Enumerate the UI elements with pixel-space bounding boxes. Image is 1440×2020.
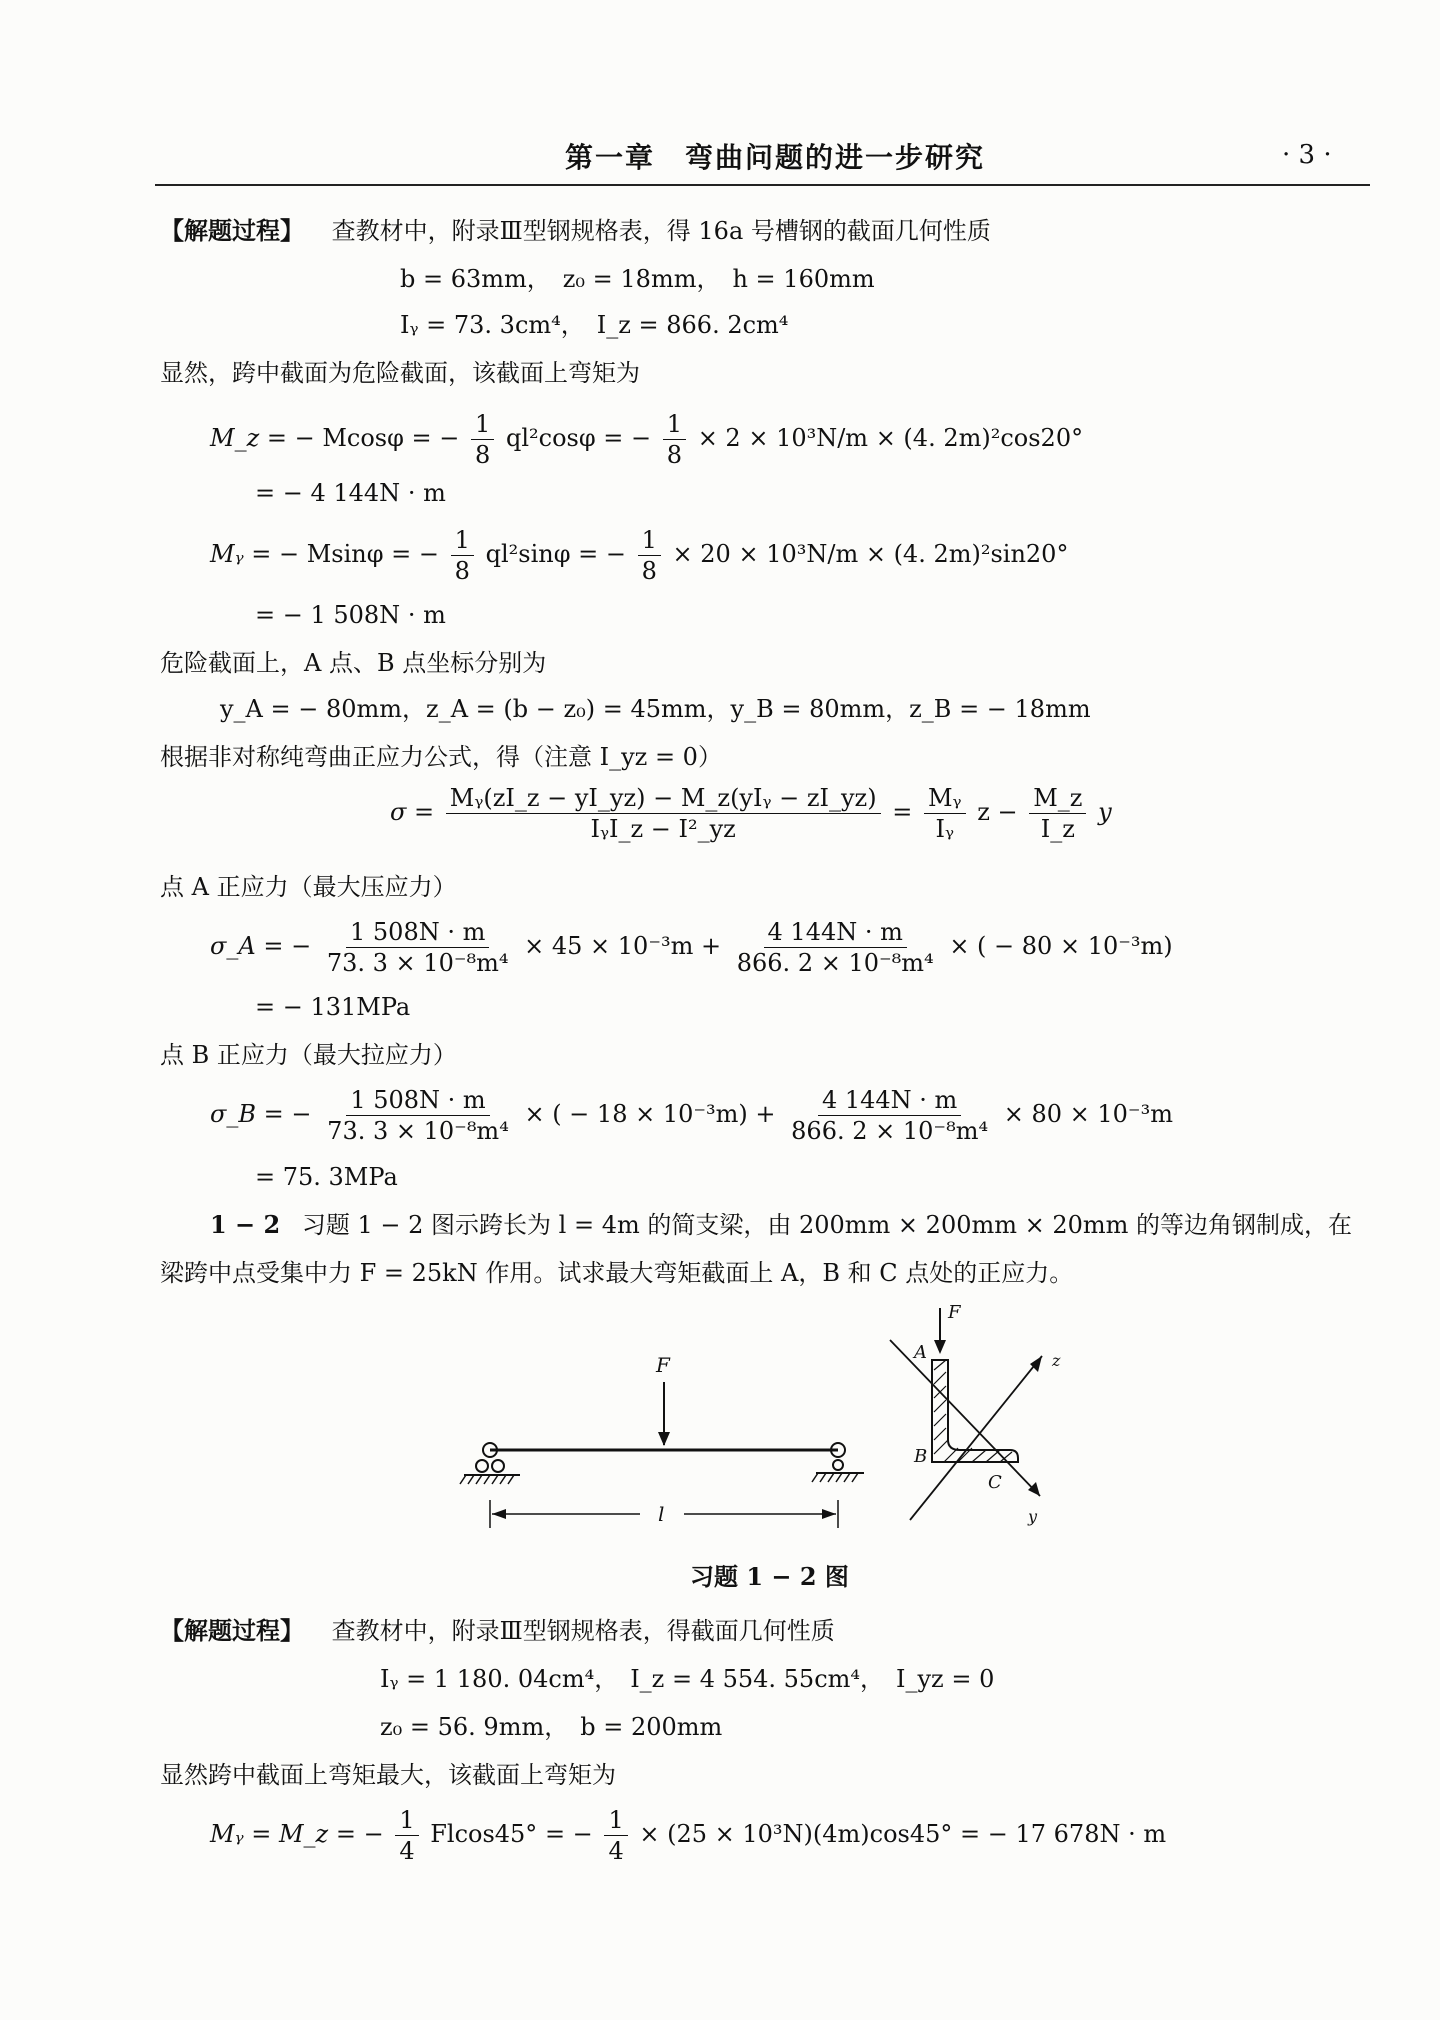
- problem-text-line-1: 1 − 2 习题 1 − 2 图示跨长为 l = 4m 的简支梁，由 200mm × 200mm × 20mm 的等边角钢制成，在: [210, 1210, 1353, 1239]
- section-props-2: Iᵧ = 73. 3cm⁴， I_z = 866. 2cm⁴: [400, 311, 789, 339]
- section-props-4: z₀ = 56. 9mm， b = 200mm: [380, 1713, 723, 1741]
- label-A: A: [914, 1342, 927, 1363]
- sa-lhs: σ_A: [210, 932, 256, 960]
- pointA-title: 点 A 正应力（最大压应力）: [160, 873, 457, 901]
- sa-end: × ( − 80 × 10⁻³m): [949, 932, 1173, 960]
- label-C: C: [988, 1472, 1002, 1493]
- formula-intro: 根据非对称纯弯曲正应力公式，得（注意 I_yz = 0）: [160, 743, 722, 771]
- sigma-formula: [390, 782, 1112, 844]
- mz-eq1: = − Mcosφ = −: [266, 424, 460, 452]
- label-F-beam: F: [656, 1353, 670, 1377]
- sb-lhs: σ_B: [210, 1100, 257, 1128]
- my-eq3: × 20 × 10³N/m × (4. 2m)²sin20°: [672, 540, 1069, 568]
- my-result: = − 1 508N · m: [255, 601, 446, 629]
- figure-caption: 习题 1 − 2 图: [690, 1562, 849, 1591]
- coords-intro: 危险截面上，A 点、B 点坐标分别为: [160, 649, 547, 677]
- moment-equation: [210, 1804, 1166, 1866]
- label-B: B: [914, 1446, 928, 1467]
- angle-cross-section: [932, 1360, 1018, 1462]
- problem-figure: [440, 1300, 1140, 1540]
- fraction: $\frac{1}{8}$: [663, 409, 686, 470]
- sb-end: × 80 × 10⁻³m: [1003, 1100, 1173, 1128]
- label-l: l: [658, 1502, 665, 1526]
- midspan-statement-2: 显然跨中截面上弯矩最大，该截面上弯矩为: [160, 1761, 616, 1789]
- sb-eq: = −: [263, 1100, 312, 1128]
- my-eq2: ql²sinφ = −: [485, 540, 626, 568]
- coords: y_A = − 80mm，z_A = (b − z₀) = 45mm，y_B = 80mm，z_B = − 18mm: [220, 695, 1091, 723]
- section-props-1: b = 63mm， z₀ = 18mm， h = 160mm: [400, 265, 875, 293]
- sa-eq: = −: [263, 932, 312, 960]
- fraction: $\frac{1}{8}$: [638, 525, 661, 586]
- fraction: $\frac{1 508N \cdot m}{\text{73. 3 × 10⁻⁸m⁴}}$: [326, 918, 509, 977]
- label-y: y: [1028, 1507, 1038, 1526]
- solution-paragraph-1: [160, 214, 991, 248]
- sigma-fraction: $\frac{\text{Mᵧ(zI\_z − yI\_yz) − M\_z(yIᵧ − zI\_yz)}}{\text{IᵧI\_z − I²\_yz}}$: [446, 783, 881, 844]
- fraction: $\frac{4 144N \cdot m}{\text{866. 2 × 10⁻⁸m⁴}}$: [736, 918, 934, 977]
- section-load-arrowhead: [934, 1340, 946, 1354]
- sigma-B-equation: [210, 1084, 1173, 1146]
- sigma-B-result: = 75. 3MPa: [255, 1163, 398, 1191]
- label-z: z: [1052, 1351, 1061, 1370]
- fraction: $\frac{1}{4}$: [395, 1805, 418, 1866]
- chapter-title: 第一章 弯曲问题的进一步研究: [565, 141, 986, 174]
- y-axis: [890, 1340, 1040, 1496]
- solution-intro: 查教材中，附录Ⅲ型钢规格表，得截面几何性质: [331, 1617, 835, 1645]
- fraction: $\frac{1}{8}$: [451, 525, 474, 586]
- fraction: $\frac{\text{Mᵧ}}{\text{Iᵧ}}$: [924, 783, 966, 844]
- mz-eq2: ql²cosφ = −: [505, 424, 652, 452]
- sigma-eq: =: [892, 798, 913, 826]
- sigma-A-result: = − 131MPa: [255, 993, 411, 1021]
- fraction: $\frac{1 508N \cdot m}{\text{73. 3 × 10⁻⁸m⁴}}$: [327, 1086, 509, 1145]
- sa-mid: × 45 × 10⁻³m +: [524, 932, 722, 960]
- fraction: $\frac{M\_z}{I\_z}$: [1029, 783, 1086, 844]
- problem-number: 1 − 2: [210, 1210, 281, 1239]
- m-end: × (25 × 10³N)(4m)cos45° = − 17 678N · m: [639, 1820, 1167, 1848]
- solution-label: 【解题过程】: [160, 216, 304, 245]
- fraction: $\frac{4 144N \cdot m}{\text{866. 2 × 10⁻⁸m⁴}}$: [791, 1086, 989, 1145]
- m-mid: Flcos45° = −: [430, 1820, 593, 1848]
- sigma-mid: z −: [977, 798, 1018, 826]
- m-lhs: Mᵧ = M_z = −: [210, 1820, 384, 1848]
- mz-result: = − 4 144N · m: [255, 479, 446, 507]
- section-props-3: Iᵧ = 1 180. 04cm⁴， I_z = 4 554. 55cm⁴， I_yz = 0: [380, 1665, 995, 1693]
- sb-mid: × ( − 18 × 10⁻³m) +: [524, 1100, 776, 1128]
- header-rule: [155, 184, 1370, 186]
- label-F-section: F: [948, 1302, 961, 1323]
- my-eq1: = − Msinφ = −: [251, 540, 440, 568]
- problem-text-line-2: 梁跨中点受集中力 F = 25kN 作用。试求最大弯矩截面上 A，B 和 C 点处的正应力。: [160, 1259, 1074, 1287]
- mz-eq3: × 2 × 10³N/m × (4. 2m)²cos20°: [697, 424, 1084, 452]
- mz-equation: [210, 408, 1083, 470]
- fraction: $\frac{1}{4}$: [604, 1805, 627, 1866]
- my-equation: [210, 524, 1068, 586]
- solution-paragraph-2: [160, 1614, 835, 1648]
- fraction: $\frac{1}{8}$: [471, 409, 494, 470]
- my-lhs: Mᵧ: [210, 540, 244, 568]
- solution-intro: 查教材中，附录Ⅲ型钢规格表，得 16a 号槽钢的截面几何性质: [331, 217, 991, 245]
- mz-lhs: M_z: [210, 424, 260, 452]
- load-arrow: [658, 1382, 670, 1446]
- solution-label: 【解题过程】: [160, 1616, 304, 1645]
- sigma-lhs: σ =: [390, 798, 435, 826]
- page-number: · 3 ·: [1282, 140, 1332, 170]
- pointB-title: 点 B 正应力（最大拉应力）: [160, 1041, 457, 1069]
- midspan-statement: 显然，跨中截面为危险截面，该截面上弯矩为: [160, 359, 640, 387]
- sigma-A-equation: [210, 916, 1173, 978]
- sigma-end: y: [1098, 798, 1112, 826]
